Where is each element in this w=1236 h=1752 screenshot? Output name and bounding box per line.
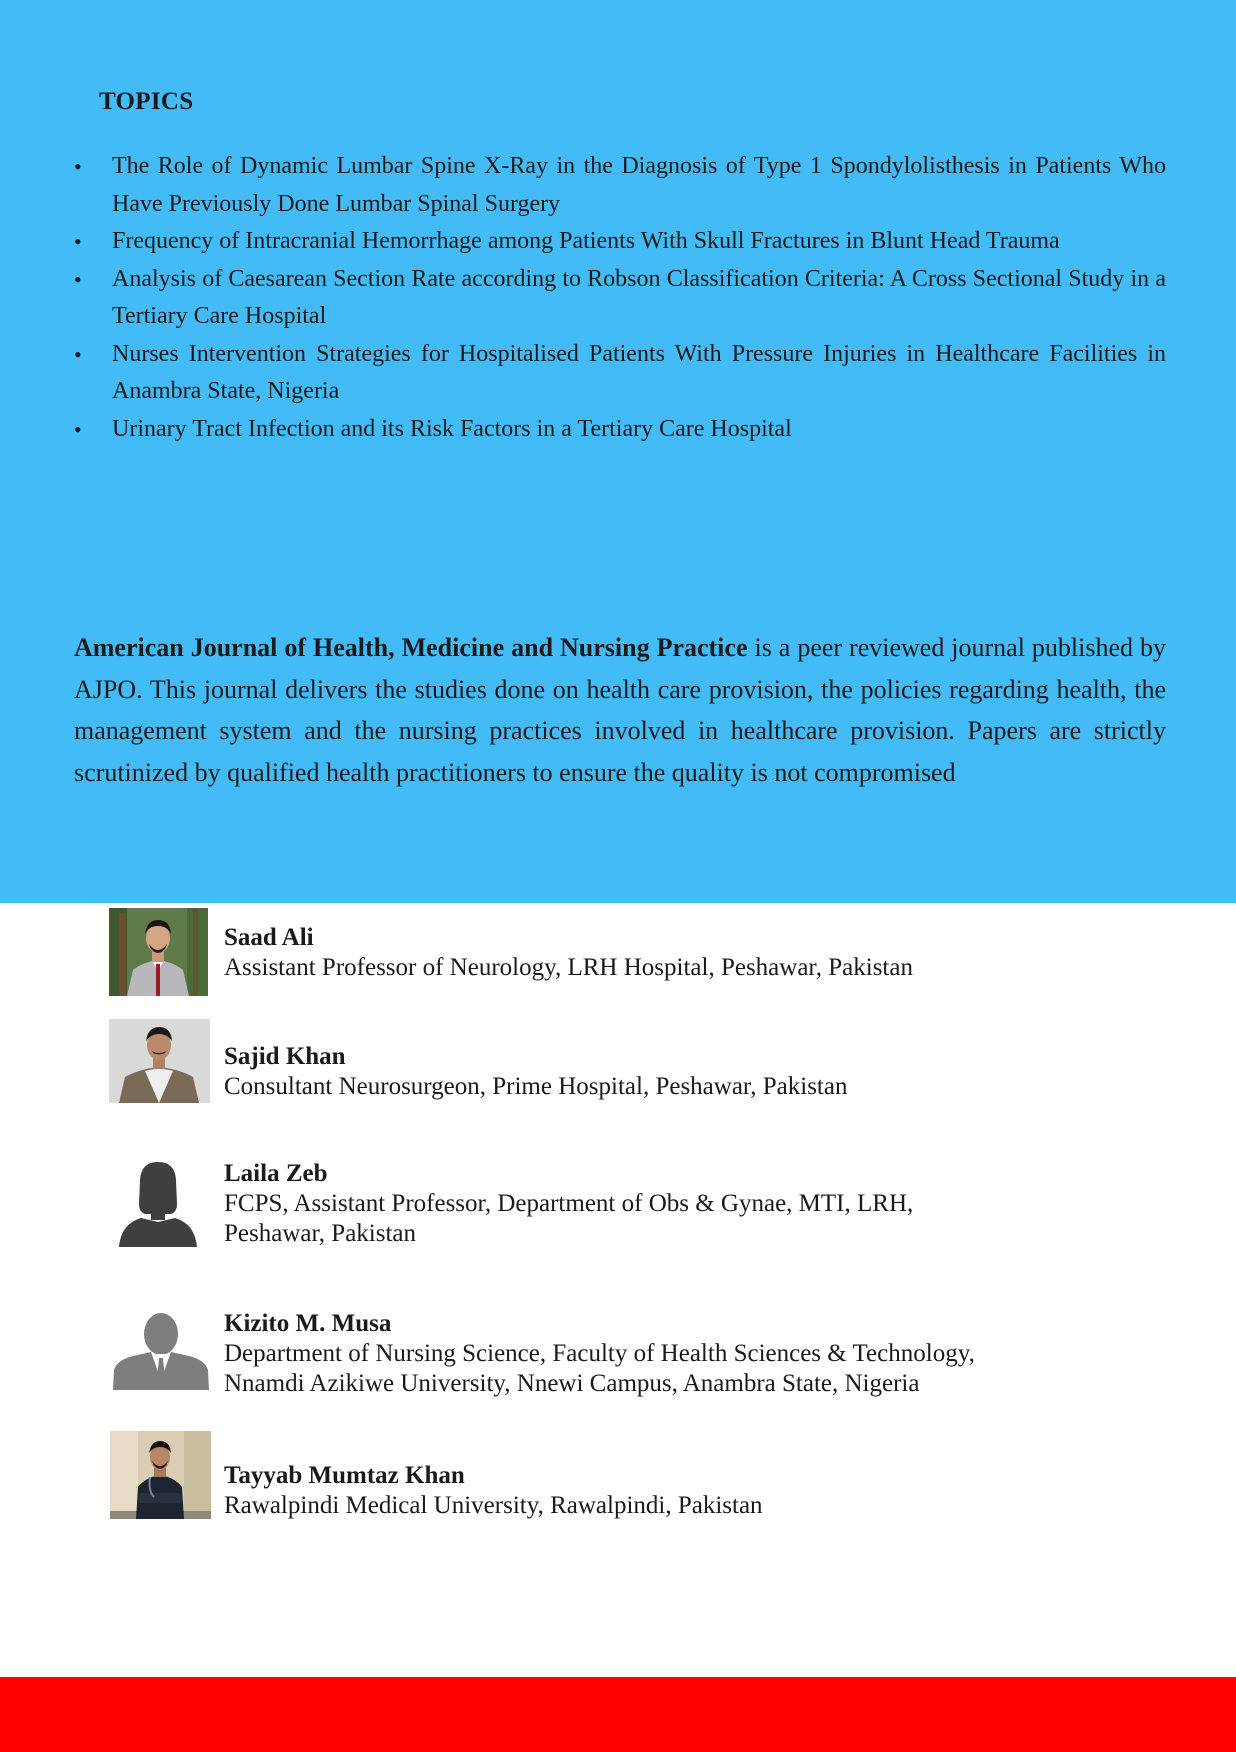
topic-item: • Nurses Intervention Strategies for Hospitalised Patients With Pressure Injuries in Healthcare Facilities in Anambra State, Nigeria [74,336,1166,411]
author-affiliation: Peshawar, Pakistan [224,1220,417,1247]
author-name: Sajid Khan [224,1043,346,1070]
male-avatar-icon [111,1310,212,1390]
author-name: Kizito M. Musa [224,1310,392,1337]
journal-description [74,627,1166,793]
author-photo [110,1431,211,1519]
footer-band [0,1677,1236,1752]
topic-item: • Frequency of Intracranial Hemorrhage among Patients With Skull Fractures in Blunt Head Trauma [74,223,1166,261]
author-affiliation: Consultant Neurosurgeon, Prime Hospital, Peshawar, Pakistan [224,1073,848,1100]
author-affiliation: Assistant Professor of Neurology, LRH Hospital, Peshawar, Pakistan [224,954,913,981]
topics-heading: TOPICS [99,88,194,115]
female-avatar-icon [115,1160,201,1247]
topic-item: • Analysis of Caesarean Section Rate according to Robson Classification Criteria: A Cross Sectional Study in a Tertiary Care Hospital [74,261,1166,336]
journal-name: American Journal of Health, Medicine and Nursing Practice [74,633,748,662]
topic-item: • The Role of Dynamic Lumbar Spine X-Ray in the Diagnosis of Type 1 Spondylolisthesis in Patients Who Have Previously Done Lumbar Spinal Surgery [74,148,1166,223]
author-name: Tayyab Mumtaz Khan [224,1462,465,1489]
topic-item: • Urinary Tract Infection and its Risk Factors in a Tertiary Care Hospital [74,411,1166,449]
author-photo [109,908,208,996]
author-photo [109,1019,210,1103]
journal-description-text: is a peer reviewed journal published by AJPO. This journal delivers the studies done on health care provision, the policies regarding health, the management system and the nursing practices involved in healthcare provision. Papers are strictly scrutinized by qualified health practitioners to ensure the quality is not compromised [74,633,1167,787]
author-affiliation: Department of Nursing Science, Faculty of Health Sciences & Technology, [224,1340,975,1367]
author-affiliation: Nnamdi Azikiwe University, Nnewi Campus, Anambra State, Nigeria [224,1370,920,1397]
author-name: Laila Zeb [224,1160,328,1187]
topics-list [74,148,1166,448]
author-affiliation: FCPS, Assistant Professor, Department of Obs & Gynae, MTI, LRH, [224,1190,914,1217]
author-affiliation: Rawalpindi Medical University, Rawalpindi, Pakistan [224,1492,763,1519]
author-name: Saad Ali [224,924,314,951]
